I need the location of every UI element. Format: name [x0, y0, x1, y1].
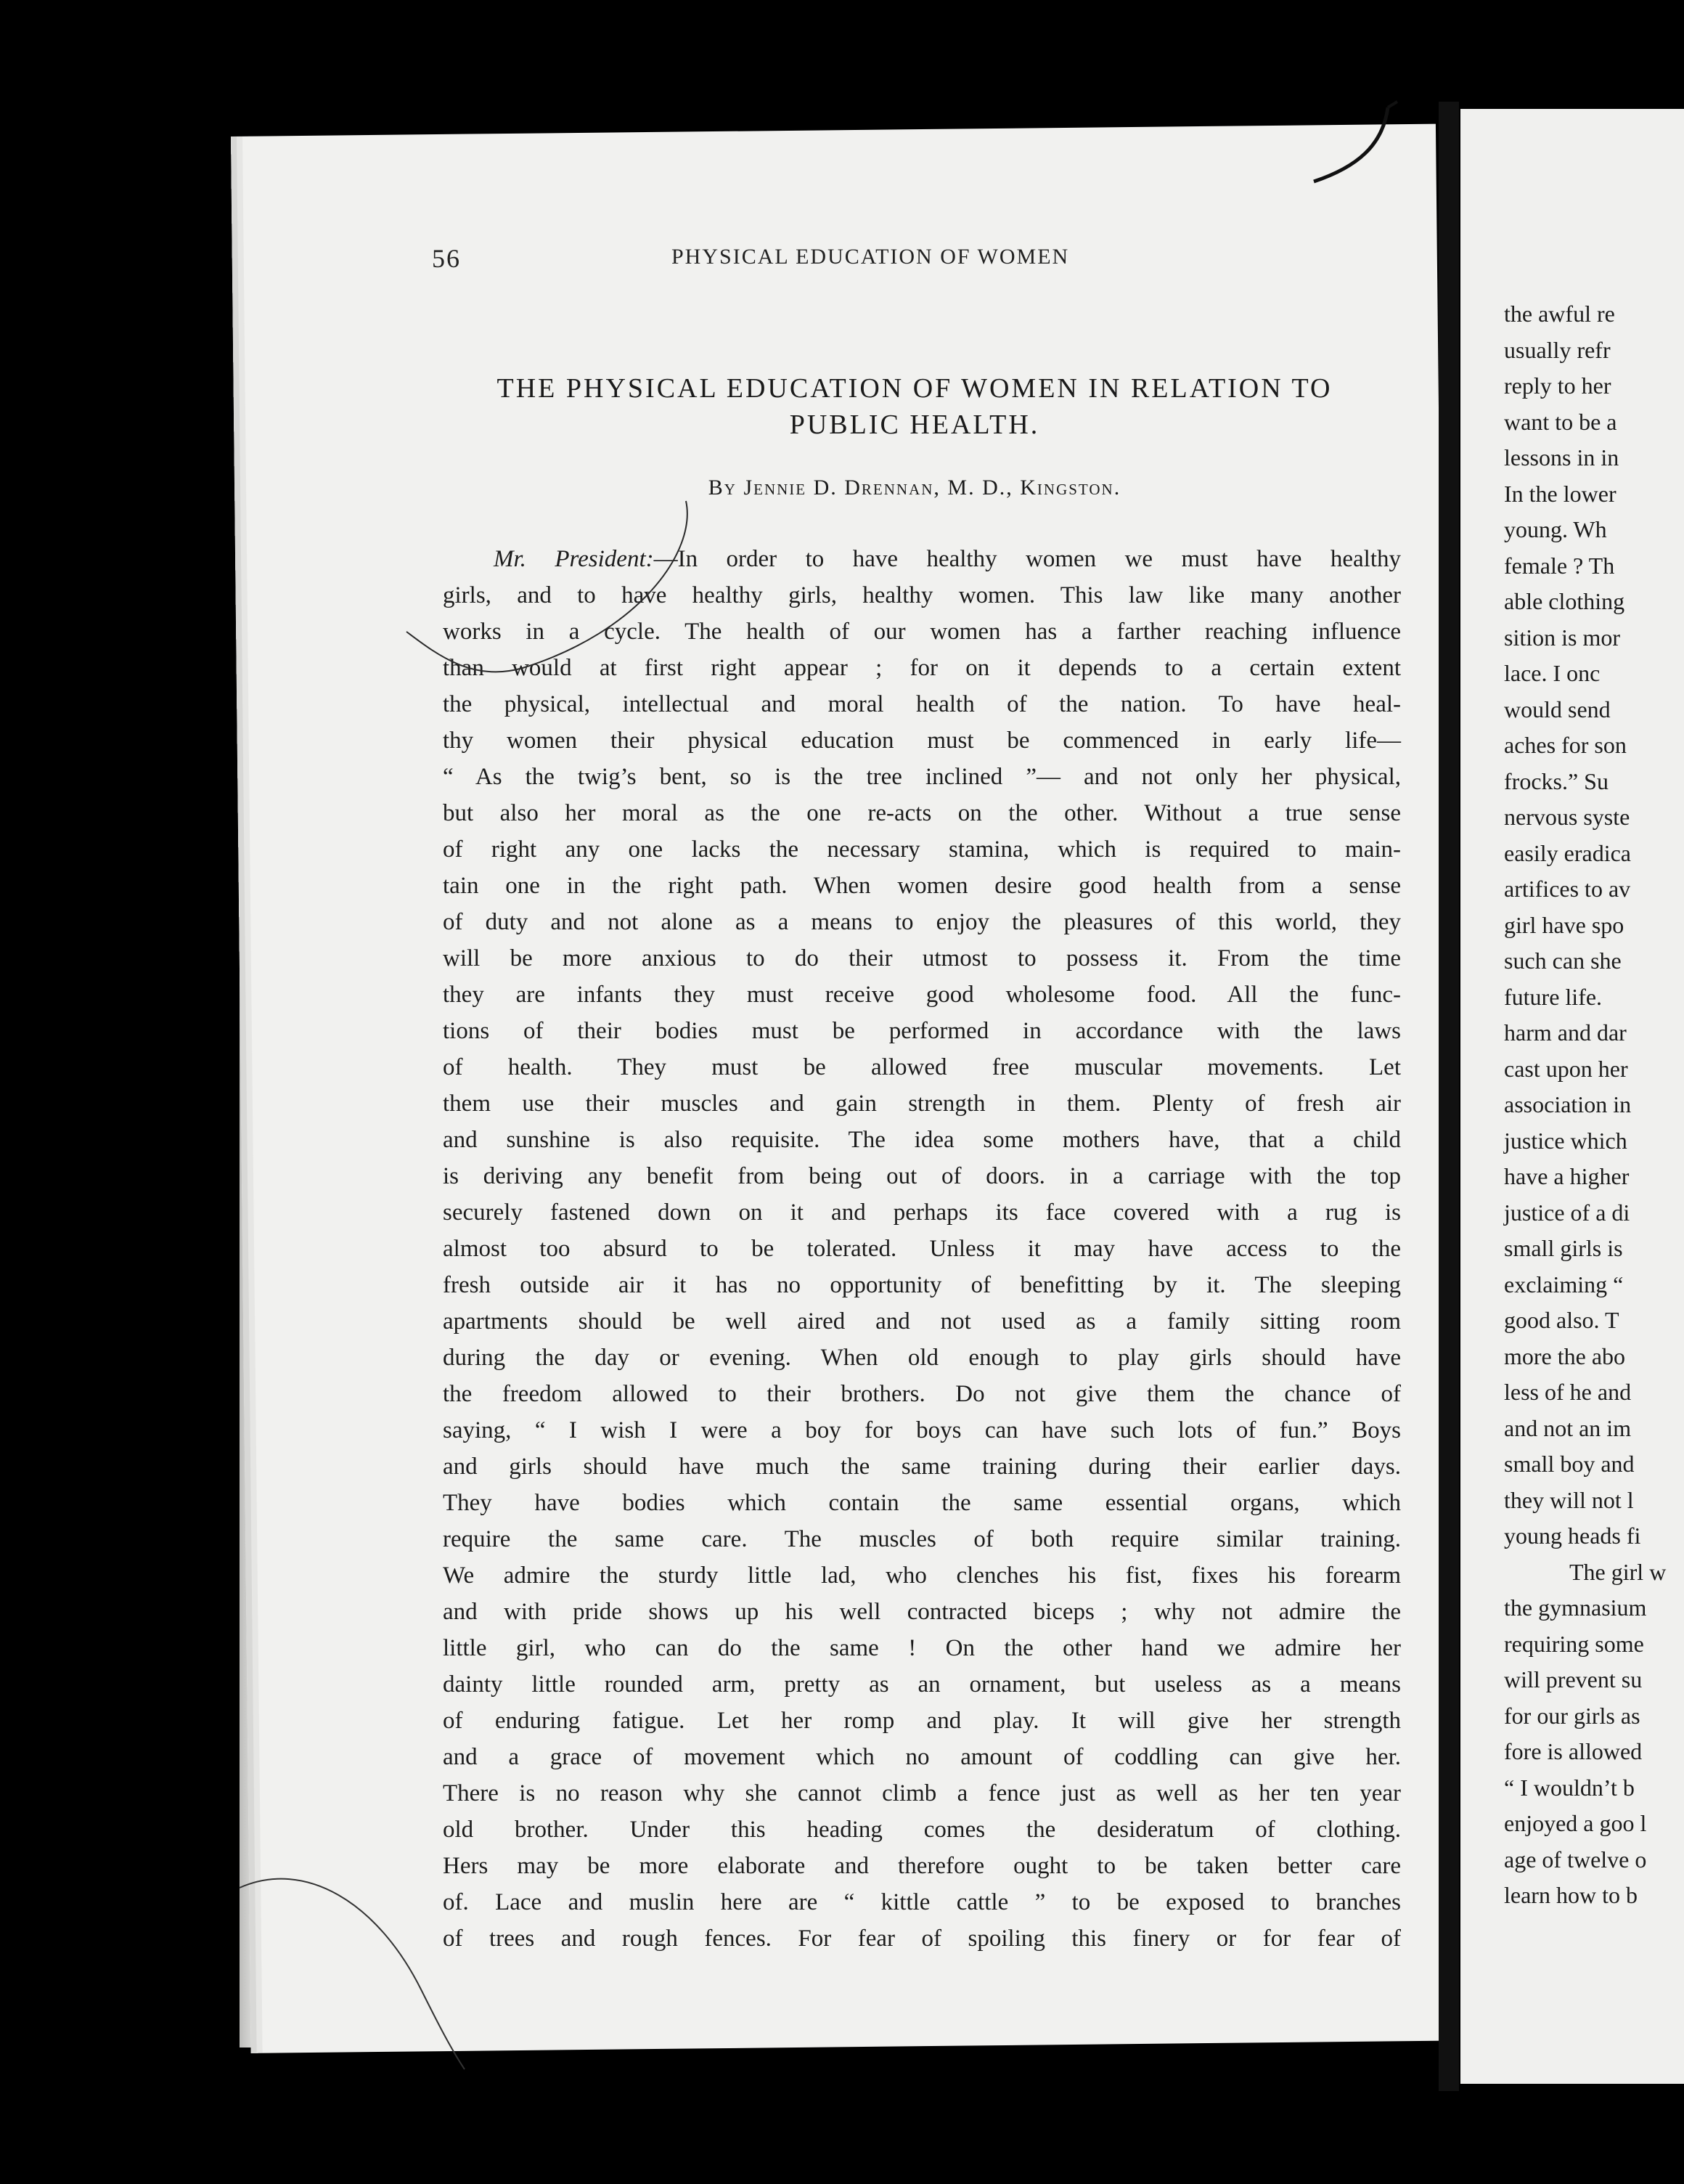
body-line: Hers may be more elaborate and therefore ought to be taken better care — [443, 1853, 1401, 1879]
facing-page-line: aches for son — [1504, 732, 1627, 758]
body-line: “ As the twig’s bent, so is the tree inclined ”— and not only her physical, — [443, 764, 1401, 790]
body-line: but also her moral as the one re-acts on the other. Without a true sense — [443, 800, 1401, 826]
facing-page-line: The girl w — [1569, 1558, 1667, 1585]
body-line: securely fastened down on it and perhaps its face covered with a rug is — [443, 1199, 1401, 1226]
facing-page-line: enjoyed a goo l — [1504, 1810, 1647, 1836]
body-line: They have bodies which contain the same essential organs, which — [443, 1490, 1401, 1516]
facing-page-line: “ I wouldn’t b — [1504, 1774, 1635, 1801]
facing-page-line: and not an im — [1504, 1414, 1632, 1441]
facing-page-line: the awful re — [1504, 301, 1615, 327]
facing-page-line: cast upon her — [1504, 1055, 1628, 1082]
facing-page-line: good also. T — [1504, 1307, 1619, 1333]
body-line: of duty and not alone as a means to enjoy the pleasures of this world, they — [443, 909, 1401, 935]
facing-page-line: association in — [1504, 1091, 1632, 1117]
facing-page-line: lace. I onc — [1504, 660, 1601, 686]
facing-page-line: would send — [1504, 696, 1611, 722]
body-line: during the day or evening. When old enough to play girls should have — [443, 1345, 1401, 1371]
facing-page-line: frocks.” Su — [1504, 767, 1609, 794]
body-line: thy women their physical education must be commenced in early life— — [443, 728, 1401, 754]
body-line: of. Lace and muslin here are “ kittle cattle ” to be exposed to branches — [443, 1889, 1401, 1915]
article-byline: By Jennie D. Drennan, M. D., Kingston. — [708, 476, 1121, 500]
body-line: than would at first right appear ; for on it depends to a certain extent — [443, 655, 1401, 681]
salutation: Mr. President: — [494, 546, 654, 572]
body-line: and sunshine is also requisite. The idea some mothers have, that a child — [443, 1127, 1401, 1153]
body-line: apartments should be well aired and not used as a family sitting room — [443, 1308, 1401, 1335]
body-line: of enduring fatigue. Let her romp and play. It will give her strength — [443, 1708, 1401, 1734]
body-line: works in a cycle. The health of our women has a farther reaching influence — [443, 619, 1401, 645]
facing-page-line: able clothing — [1504, 588, 1625, 614]
facing-page-line: future life. — [1504, 983, 1603, 1010]
facing-page-line: harm and dar — [1504, 1019, 1627, 1046]
body-line: and girls should have much the same training during their earlier days. — [443, 1454, 1401, 1480]
facing-page-line: girl have spo — [1504, 911, 1624, 938]
body-line: of health. They must be allowed free muscular movements. Let — [443, 1054, 1401, 1080]
body-line: require the same care. The muscles of both require similar training. — [443, 1526, 1401, 1552]
facing-page-line: for our girls as — [1504, 1702, 1640, 1729]
body-line: them use their muscles and gain strength in them. Plenty of fresh air — [443, 1091, 1401, 1117]
body-line: saying, “ I wish I were a boy for boys can have such lots of fun.” Boys — [443, 1417, 1401, 1443]
page-number: 56 — [432, 244, 461, 273]
body-line: will be more anxious to do their utmost to possess it. From the time — [443, 945, 1401, 971]
body-line: is deriving any benefit from being out of doors. in a carriage with the top — [443, 1163, 1401, 1189]
facing-page-line: lessons in in — [1504, 444, 1619, 470]
facing-page-line: fore is allowed — [1504, 1738, 1643, 1764]
body-line: Mr. President:—In order to have healthy women we must have healthy — [494, 546, 1401, 572]
facing-page-line: reply to her — [1504, 372, 1611, 399]
body-line: and a grace of movement which no amount of coddling can give her. — [443, 1744, 1401, 1770]
body-line: girls, and to have healthy girls, healthy women. This law like many another — [443, 582, 1401, 608]
facing-page-line: justice of a di — [1504, 1199, 1630, 1226]
facing-page-line: age of twelve o — [1504, 1846, 1647, 1873]
facing-page-line: requiring some — [1504, 1630, 1644, 1657]
facing-page-line: more the abo — [1504, 1342, 1626, 1369]
body-line: fresh outside air it has no opportunity of benefitting by it. The sleeping — [443, 1272, 1401, 1298]
facing-page-line: have a higher — [1504, 1163, 1630, 1189]
body-line: the freedom allowed to their brothers. Do not give them the chance of — [443, 1381, 1401, 1407]
facing-page-line: artifices to av — [1504, 876, 1631, 902]
facing-page-line: small girls is — [1504, 1235, 1623, 1261]
facing-page-line: In the lower — [1504, 480, 1616, 507]
article-title-line-1: THE PHYSICAL EDUCATION OF WOMEN IN RELATION TO — [496, 373, 1333, 404]
body-line: and with pride shows up his well contracted biceps ; why not admire the — [443, 1599, 1401, 1625]
facing-page-line: they will not l — [1504, 1486, 1634, 1513]
body-line: We admire the sturdy little lad, who clenches his fist, fixes his forearm — [443, 1562, 1401, 1589]
running-title: PHYSICAL EDUCATION OF WOMEN — [671, 245, 1070, 269]
body-line: dainty little rounded arm, pretty as an ornament, but useless as a means — [443, 1671, 1401, 1698]
facing-page-line: female ? Th — [1504, 552, 1615, 579]
facing-page-line: such can she — [1504, 948, 1622, 974]
facing-page-line: the gymnasium — [1504, 1594, 1647, 1621]
body-line: tions of their bodies must be performed in accordance with the laws — [443, 1018, 1401, 1044]
facing-page-line: nervous syste — [1504, 804, 1630, 830]
body-line: the physical, intellectual and moral health of the nation. To have heal- — [443, 691, 1401, 717]
body-line: almost too absurd to be tolerated. Unless it may have access to the — [443, 1236, 1401, 1262]
facing-page-line: less of he and — [1504, 1379, 1632, 1405]
body-line: There is no reason why she cannot climb a fence just as well as her ten year — [443, 1780, 1401, 1806]
facing-page-line: young. Wh — [1504, 516, 1607, 542]
facing-page-line: exclaiming “ — [1504, 1271, 1624, 1297]
facing-page-line: learn how to b — [1504, 1882, 1638, 1908]
body-line: little girl, who can do the same ! On the other hand we admire her — [443, 1635, 1401, 1661]
facing-page-line: usually refr — [1504, 336, 1611, 363]
body-line: of trees and rough fences. For fear of spoiling this finery or for fear of — [443, 1926, 1401, 1952]
facing-page-line: justice which — [1504, 1127, 1627, 1154]
facing-page-line: young heads fi — [1504, 1523, 1641, 1549]
facing-page-line: want to be a — [1504, 408, 1617, 435]
body-line: they are infants they must receive good wholesome food. All the func- — [443, 982, 1401, 1008]
facing-page-line: easily eradica — [1504, 839, 1631, 866]
facing-page-line: will prevent su — [1504, 1666, 1643, 1692]
body-line: old brother. Under this heading comes the desideratum of clothing. — [443, 1817, 1401, 1843]
body-line: of right any one lacks the necessary stamina, which is required to main- — [443, 836, 1401, 863]
facing-page-line: small boy and — [1504, 1451, 1635, 1477]
body-line: tain one in the right path. When women desire good health from a sense — [443, 873, 1401, 899]
facing-page-line: sition is mor — [1504, 624, 1621, 651]
article-title-line-2: PUBLIC HEALTH. — [789, 410, 1040, 440]
